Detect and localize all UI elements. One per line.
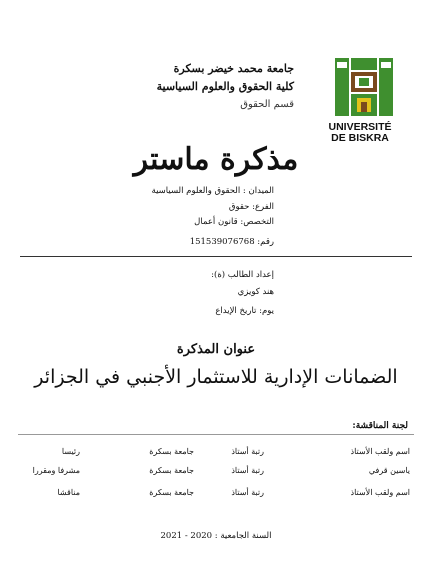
prepared-by-label: إعداد الطالب (ة): — [211, 270, 274, 280]
logo-text-line1: UNIVERSITÉ — [328, 121, 392, 133]
university-name: جامعة محمد خيضر بسكرة — [173, 62, 294, 75]
jury-institution: جامعة بسكرة — [149, 447, 194, 456]
jury-rank: رتبة أستاذ — [231, 466, 264, 475]
jury-role: مناقشا — [57, 488, 80, 497]
jury-institution: جامعة بسكرة — [149, 488, 194, 497]
specialty-line: التخصص: قانون أعمال — [194, 217, 274, 227]
jury-name: ياسين قرفي — [368, 466, 410, 475]
jury-row — [0, 466, 432, 482]
document-title: مذكرة ماستر — [133, 142, 299, 177]
jury-label: لجنة المناقشة: — [352, 421, 408, 431]
jury-rank: رتبة أستاذ — [231, 447, 264, 456]
submission-date: يوم: تاريخ الإيداع — [215, 306, 274, 316]
jury-rank: رتبة أستاذ — [231, 488, 264, 497]
academic-year: السنة الجامعية : 2020 - 2021 — [160, 531, 272, 541]
memo-title: الضمانات الإدارية للاستثمار الأجنبي في الجزائر — [34, 366, 398, 388]
jury-divider — [18, 434, 414, 435]
jury-role: مشرفا ومقررا — [32, 466, 80, 475]
jury-role: رئيسا — [61, 447, 80, 456]
jury-institution: جامعة بسكرة — [149, 466, 194, 475]
university-logo-text — [318, 122, 402, 144]
university-logo — [333, 56, 395, 118]
divider-line — [20, 256, 412, 257]
branch-line: الفرع: حقوق — [228, 202, 274, 212]
memo-title-label: عنوان المذكرة — [176, 342, 256, 357]
jury-row — [0, 447, 432, 463]
logo-text-line2: DE BISKRA — [331, 132, 389, 144]
reference-number: رقم: 151539076768 — [189, 237, 274, 247]
jury-row — [0, 488, 432, 504]
student-name: هند كويزي — [237, 287, 274, 297]
field-line: الميدان : الحقوق والعلوم السياسية — [151, 186, 274, 196]
department-name: قسم الحقوق — [240, 99, 294, 110]
jury-name: اسم ولقب الأستاذ — [350, 488, 410, 497]
jury-name: اسم ولقب الأستاذ — [350, 447, 410, 456]
faculty-name: كلية الحقوق والعلوم السياسية — [156, 80, 294, 93]
